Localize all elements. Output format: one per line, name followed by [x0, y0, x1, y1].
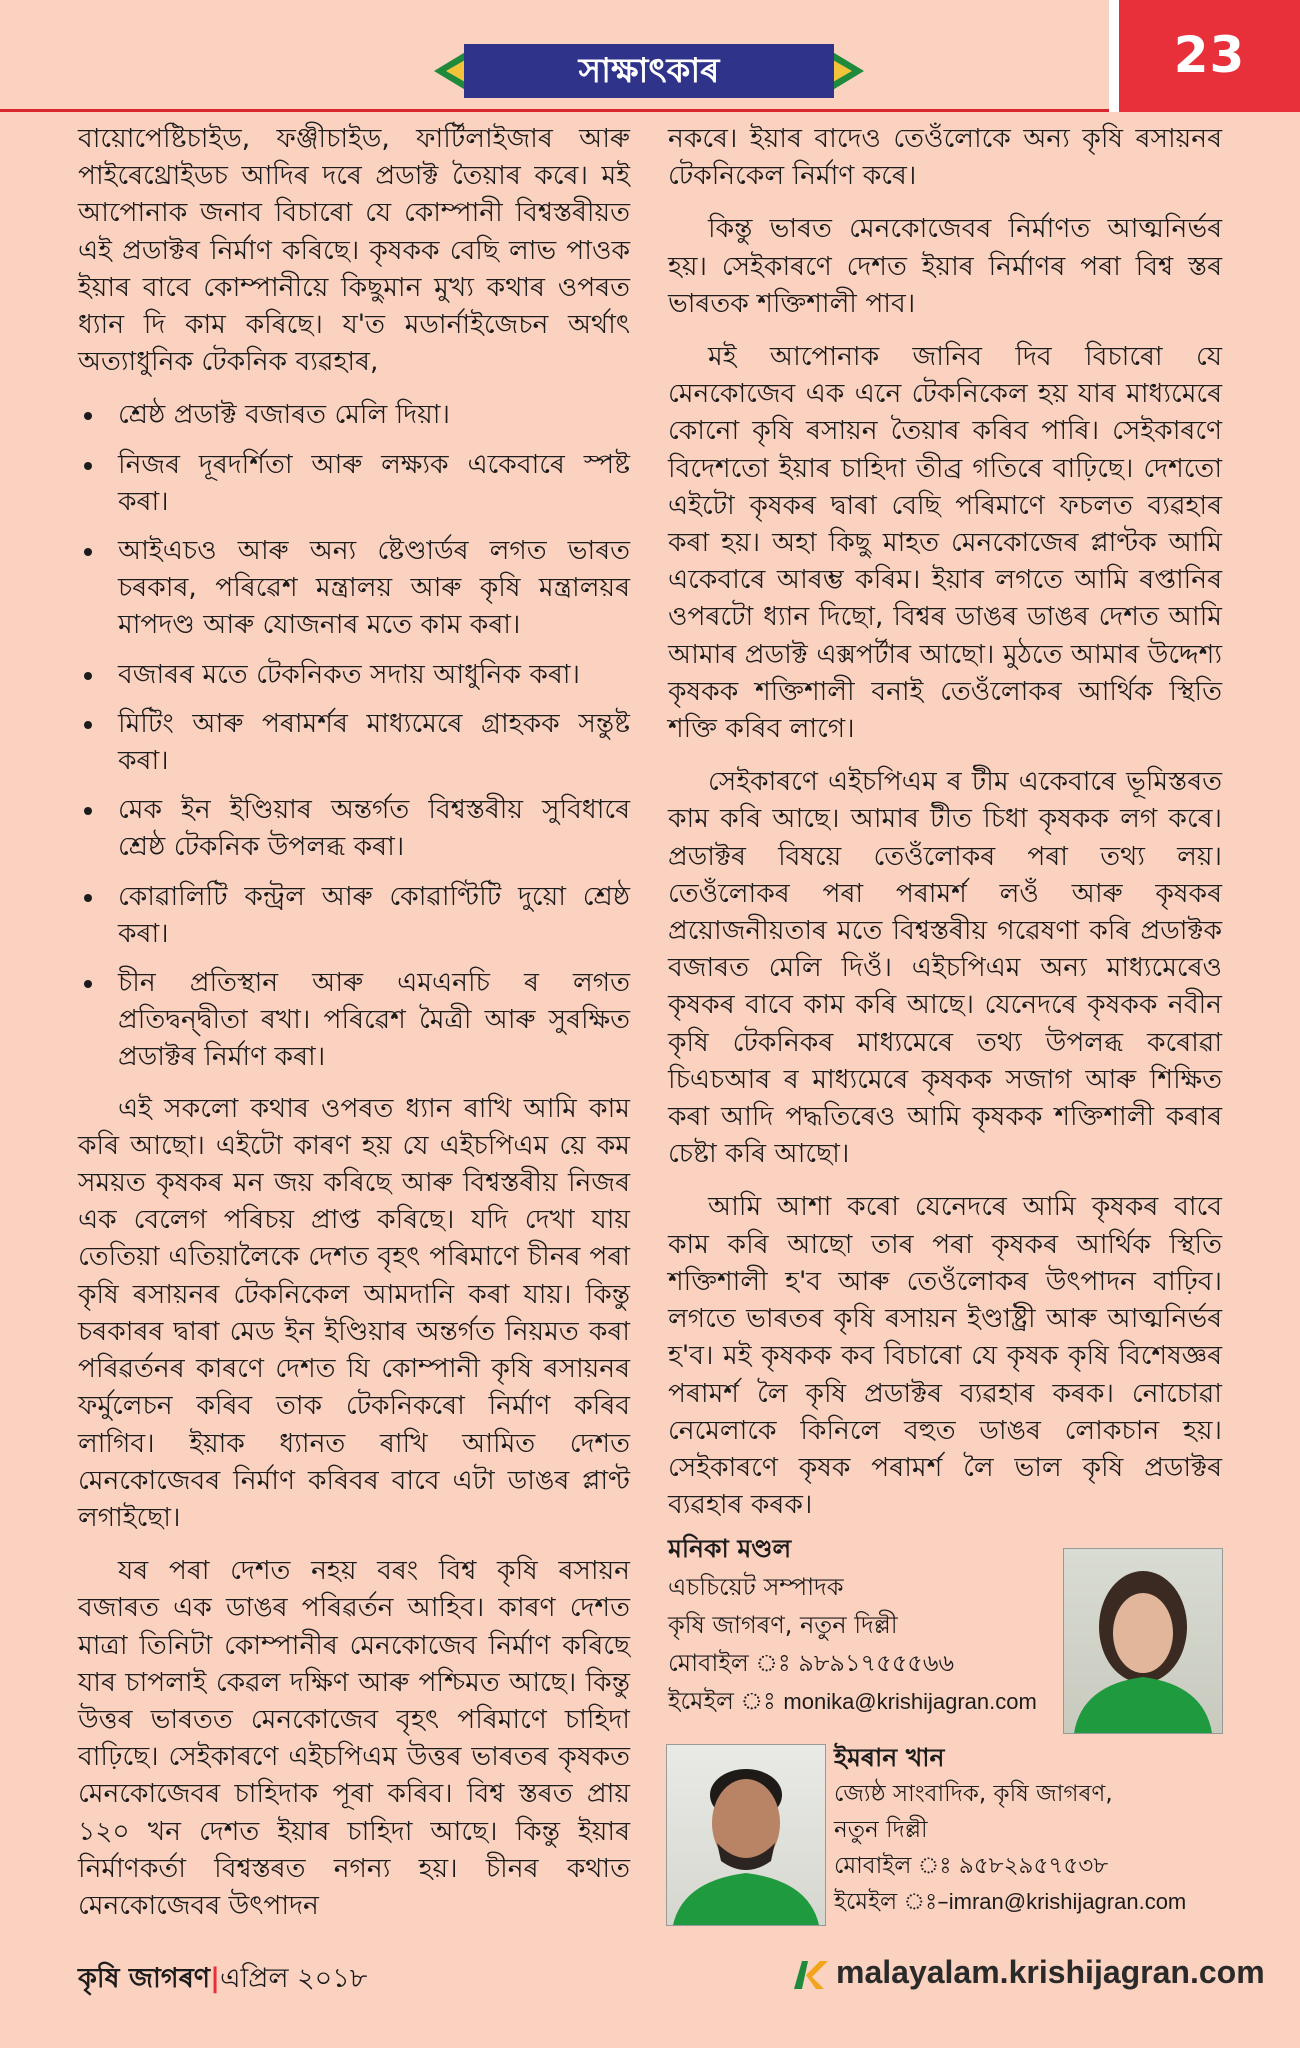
- list-item: নিজৰ দূৰদৰ্শিতা আৰু লক্ষ্যক একেবাৰে স্পষ্ট কৰা।: [78, 446, 630, 520]
- author-photo-imran: [666, 1744, 826, 1926]
- author-org: নতুন দিল্লী: [834, 1817, 928, 1843]
- footer-separator: |: [210, 1963, 220, 1994]
- author-name: মনিকা মণ্ডল: [668, 1534, 792, 1563]
- body-paragraph: এই সকলো কথাৰ ওপৰত ধ্যান ৰাখি আমি কাম কৰি আছো। এইটো কাৰণ হয় যে এইচপিএম য়ে কম সময়ত কৃষকৰ মন জয় কৰিছে আৰু বিশ্বস্তৰীয় নিজৰ এক বেলেগ পৰিচয় প্ৰাপ্ত কৰিছে। যদি দেখা যায় তেতিয়া এতিয়ালৈকে দেশত বৃহৎ পৰিমাণে চীনৰ পৰা কৃষি ৰসায়নৰ টেকনিকেল আমদানি কৰা যায়। কিন্তু চৰকাৰৰ দ্বাৰা মেড ইন ইণ্ডিয়াৰ অন্তৰ্গত নিয়মত কৰা পৰিৱৰ্তনৰ কাৰণে দেশত যি কোম্পানী কৃষি ৰসায়নৰ ফৰ্মুলেচন কৰিব তাক টেকনিকৰো নিৰ্মাণ কৰিব লাগিব। ইয়াক ধ্যানত ৰাখি আমিত দেশত মেনকোজেবৰ নিৰ্মাণ কৰিবৰ বাবে এটা ডাঙৰ প্লাণ্ট লগাইছো।: [78, 1092, 630, 1533]
- body-paragraph: মই আপোনাক জানিব দিব বিচাৰো যে মেনকোজেব এক এনে টেকনিকেল হয় যাৰ মাধ্যমেৰে কোনো কৃষি ৰসায়ন তৈয়াৰ কৰিব পাৰি। সেইকাৰণে বিদেশতো ইয়াৰ চাহিদা তীব্ৰ গতিৰে বাঢ়িছে। দেশতো এইটো কৃষকৰ দ্বাৰা বেছি পৰিমাণে ফচলত ব্যৱহাৰ কৰা হয়। অহা কিছু মাহত মেনকোজেৰ প্লাণ্টক আমি একেবাৰে আৰম্ভ কৰিম। ইয়াৰ লগতে আমি ৰপ্তানিৰ ওপৰটো ধ্যান দিছো, বিশ্বৰ ডাঙৰ ডাঙৰ দেশত আমি আমাৰ প্ৰডাক্ট এক্সপৰ্টাৰ আছো। মুঠতে আমাৰ উদ্দেশ্য কৃষকক শক্তিশালী বনাই তেওঁলোকৰ আৰ্থিক স্থিতি শক্তি কৰিব লাগে।: [668, 341, 1222, 745]
- author-photo-monika: [1063, 1548, 1223, 1734]
- author-name: ইমৰান খান: [834, 1743, 945, 1772]
- list-item: শ্ৰেষ্ঠ প্ৰডাক্ট বজাৰত মেলি দিয়া।: [78, 396, 630, 433]
- author-email[interactable]: imran@krishijagran.com: [948, 1889, 1187, 1914]
- section-title: সাক্ষাৎকাৰ: [464, 44, 834, 98]
- woman-portrait-icon: [1064, 1549, 1222, 1733]
- header-rule: [0, 109, 1109, 112]
- author-role: জ্যেষ্ঠ সাংবাদিক, কৃষি জাগৰণ,: [834, 1781, 1113, 1807]
- bullet-list: [78, 396, 630, 1075]
- email-label: ইমেইল ঃ–: [834, 1889, 949, 1915]
- issue-date: এপ্ৰিল ২০১৮: [220, 1963, 368, 1994]
- section-banner: [434, 44, 864, 98]
- author-org: কৃষি জাগৰণ, নতুন দিল্লী: [668, 1611, 898, 1639]
- email-label: ইমেইল ঃ: [668, 1687, 776, 1715]
- man-portrait-icon: [667, 1745, 825, 1925]
- author-mobile: মোবাইল ঃ ৯৫৮২৯৫৭৫৩৮: [834, 1853, 1109, 1879]
- body-paragraph: সেইকাৰণে এইচপিএম ৰ টীম একেবাৰে ভূমিস্তৰত কাম কৰি আছে। আমাৰ টীত চিধা কৃষকক লগ কৰে। প্ৰডাক্টৰ বিষয়ে তেওঁলোকৰ পৰা তথ্য লয়। তেওঁলোকৰ পৰা পৰামৰ্শ লওঁ আৰু কৃষকৰ প্ৰয়োজনীয়তাৰ মতে বিশ্বস্তৰীয় গৱেষণা কৰি প্ৰডাক্টক বজাৰত মেলি দিওঁ। এইচপিএম অন্য মাধ্যমেৰেও কৃষকৰ বাবে কাম কৰি আছে। যেনেদৰে কৃষকক নবীন কৃষি টেকনিকৰ মাধ্যমেৰে তথ্য উপলব্ধ কৰোৱা চিএচআৰ ৰ মাধ্যমেৰে কৃষকক সজাগ আৰু শিক্ষিত কৰা আদি পদ্ধতিৰেও আমি কৃষকক শক্তিশালী কৰাৰ চেষ্টা কৰি আছো।: [668, 766, 1222, 1170]
- author-email[interactable]: monika@krishijagran.com: [783, 1689, 1037, 1714]
- right-column: [668, 120, 1222, 1539]
- list-item: মেক ইন ইণ্ডিয়াৰ অন্তৰ্গত বিশ্বস্তৰীয় সুবিধাৰে শ্ৰেষ্ঠ টেকনিক উপলব্ধ কৰা।: [78, 791, 630, 865]
- list-item: মিটিং আৰু পৰামৰ্শৰ মাধ্যমেৰে গ্ৰাহকক সন্তুষ্ট কৰা।: [78, 705, 630, 779]
- list-item: চীন প্ৰতিস্থান আৰু এমএনচি ৰ লগত প্ৰতিদ্বন্দ্বীতা ৰখা। পৰিৱেশ মৈত্ৰী আৰু সুৰক্ষিত প্ৰডাক্টৰ নিৰ্মাণ কৰা।: [78, 964, 630, 1076]
- author-credit-imran: [834, 1740, 1234, 1920]
- list-item: কোৱালিটি কন্ট্ৰল আৰু কোৱাণ্টিটি দুয়ো শ্ৰেষ্ঠ কৰা।: [78, 878, 630, 952]
- intro-paragraph: বায়োপেষ্টিচাইড, ফঞ্জীচাইড, ফাৰ্টিলাইজাৰ আৰু পাইৰেথ্ৰোইডচ আদিৰ দৰে প্ৰডাক্ট তৈয়াৰ কৰে। মই আপোনাক জনাব বিচাৰো যে কোম্পানী বিশ্বস্তৰীয়ত এই প্ৰডাক্টৰ নিৰ্মাণ কৰিছে। কৃষকক বেছি লাভ পাওক ইয়াৰ বাবে কোম্পানীয়ে কিছুমান মুখ্য কথাৰ ওপৰত ধ্যান দি কাম কৰিছে। য'ত মডাৰ্নাইজেচন অৰ্থাৎ অত্যাধুনিক টেকনিক ব্যৱহাৰ,: [78, 123, 630, 378]
- body-paragraph: নকৰে। ইয়াৰ বাদেও তেওঁলোকে অন্য কৃষি ৰসায়নৰ টেকনিকেল নিৰ্মাণ কৰে।: [668, 123, 1222, 192]
- author-email-line: [834, 1884, 1234, 1920]
- body-paragraph: আমি আশা কৰো যেনেদৰে আমি কৃষকৰ বাবে কাম কৰি আছো তাৰ পৰা কৃষকৰ আৰ্থিক স্থিতি শক্তিশালী হ'ব আৰু তেওঁলোকৰ উৎপাদন বাঢ়িব। লগতে ভাৰতৰ কৃষি ৰসায়ন ইণ্ডাষ্ট্ৰী আৰু আত্মনিৰ্ভৰ হ'ব। মই কৃষকক কব বিচাৰো যে কৃষক কৃষি বিশেষজ্ঞৰ পৰামৰ্শ লৈ কৃষি প্ৰডাক্টৰ ব্যৱহাৰ কৰক। নোচোৱা নেমেলাকে কিনিলে বহুত ডাঙৰ লোকচান হয়। সেইকাৰণে কৃষক পৰামৰ্শ লৈ ভাল কৃষি প্ৰডাক্টৰ ব্যৱহাৰ কৰক।: [668, 1191, 1222, 1521]
- left-column: [78, 120, 630, 1940]
- author-email-line: [668, 1682, 1068, 1721]
- body-paragraph: যৰ পৰা দেশত নহয় বৰং বিশ্ব কৃষি ৰসায়ন বজাৰত এক ডাঙৰ পৰিৱৰ্তন আহিব। কাৰণ দেশত মাত্ৰা তিনিটা কোম্পানীৰ মেনকোজেব নিৰ্মাণ কৰিছে যাৰ চাপলাই কেৱল দক্ষিণ আৰু পশ্চিমত আছে। কিন্তু উত্তৰ ভাৰতত মেনকোজেব বৃহৎ পৰিমাণে চাহিদা বাঢ়িছে। সেইকাৰণে এইচপিএম উত্তৰ ভাৰতৰ কৃষকত মেনকোজেবৰ চাহিদাক পূৰা কৰিব। বিশ্ব স্তৰত প্ৰায় ১২০ খন দেশত ইয়াৰ চাহিদা আছে। কিন্তু ইয়াৰ নিৰ্মাণকৰ্তা বিশ্বস্তৰত নগন্য হয়। চীনৰ কথাত মেনকোজেবৰ উৎপাদন: [78, 1555, 630, 1921]
- author-role: এচচিয়েট সম্পাদক: [668, 1573, 844, 1601]
- list-item: আইএচও আৰু অন্য ষ্টেণ্ডাৰ্ডৰ লগত ভাৰত চৰকাৰ, পৰিৱেশ মন্ত্ৰালয় আৰু কৃষি মন্ত্ৰালয়ৰ মাপদণ্ড আৰু যোজনাৰ মতে কাম কৰা।: [78, 532, 630, 644]
- page-number-box: [1109, 0, 1300, 112]
- footer-website: [790, 1954, 1265, 1993]
- page-number: 23: [1173, 26, 1246, 84]
- footer-issue: [78, 1958, 367, 2003]
- author-credit-monika: [668, 1530, 1068, 1721]
- list-item: বজাৰৰ মতে টেকনিকত সদায় আধুনিক কৰা।: [78, 656, 630, 693]
- krishi-jagran-logo-icon: [790, 1957, 830, 1993]
- website-link[interactable]: malayalam.krishijagran.com: [836, 1954, 1265, 1990]
- body-paragraph: কিন্তু ভাৰত মেনকোজেবৰ নিৰ্মাণত আত্মনিৰ্ভৰ হয়। সেইকাৰণে দেশত ইয়াৰ নিৰ্মাণৰ পৰা বিশ্ব স্তৰ ভাৰতক শক্তিশালী পাব।: [668, 213, 1222, 319]
- author-mobile: মোবাইল ঃ ৯৮৯১৭৫৫৫৬৬: [668, 1649, 955, 1677]
- magazine-name: কৃষি জাগৰণ: [78, 1963, 211, 1994]
